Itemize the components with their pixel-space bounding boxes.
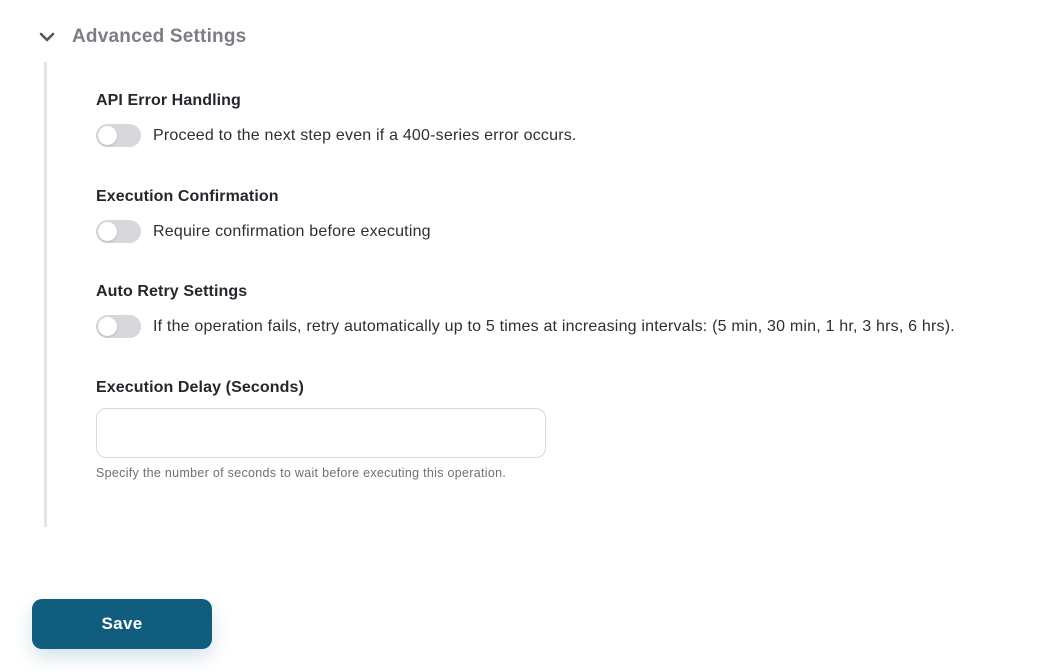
- auto-retry-label: If the operation fails, retry automatically up to 5 times at increasing intervals: (5 min, 30 min, 1 hr, 3 hrs, 6 hrs).: [153, 317, 955, 335]
- execution-delay-input[interactable]: [96, 408, 546, 458]
- advanced-settings-panel: [44, 62, 1044, 527]
- chevron-down-icon[interactable]: [36, 26, 58, 48]
- save-button[interactable]: Save: [32, 599, 212, 649]
- toggle-knob: [98, 222, 117, 241]
- api-error-handling-label: Proceed to the next step even if a 400-series error occurs.: [153, 126, 577, 144]
- execution-delay-title: Execution Delay (Seconds): [96, 379, 304, 396]
- execution-delay-setting: [96, 379, 546, 483]
- advanced-settings-toggle[interactable]: [36, 26, 246, 48]
- execution-confirmation-setting: [96, 188, 431, 243]
- section-title: Advanced Settings: [72, 26, 247, 47]
- toggle-knob: [98, 317, 117, 336]
- execution-confirmation-toggle[interactable]: [96, 220, 141, 243]
- execution-delay-help: Specify the number of seconds to wait before executing this operation.: [96, 466, 507, 480]
- api-error-handling-title: API Error Handling: [96, 92, 241, 109]
- execution-confirmation-label: Require confirmation before executing: [153, 222, 431, 240]
- auto-retry-row: [96, 315, 955, 338]
- auto-retry-title: Auto Retry Settings: [96, 283, 248, 300]
- auto-retry-setting: [96, 283, 955, 338]
- api-error-handling-toggle[interactable]: [96, 124, 141, 147]
- execution-confirmation-row: [96, 220, 431, 243]
- execution-confirmation-title: Execution Confirmation: [96, 188, 279, 205]
- auto-retry-toggle[interactable]: [96, 315, 141, 338]
- api-error-handling-setting: [96, 92, 577, 147]
- api-error-handling-row: [96, 124, 577, 147]
- toggle-knob: [98, 126, 117, 145]
